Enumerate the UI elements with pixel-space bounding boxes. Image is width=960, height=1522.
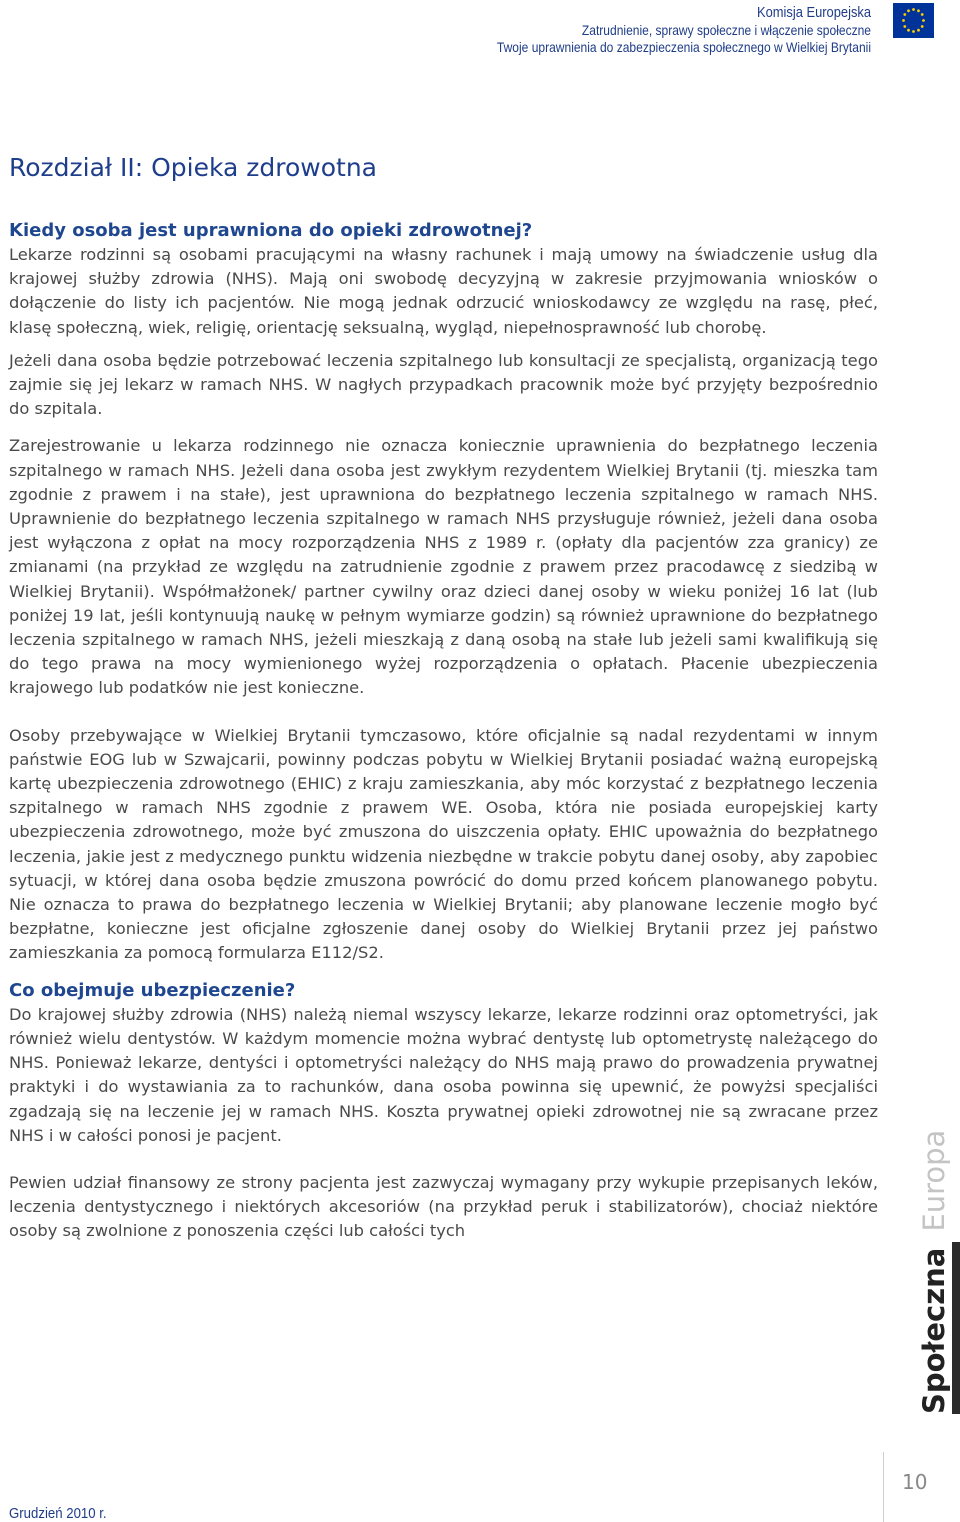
page-number: 10 <box>902 1470 928 1494</box>
svg-text:Społeczna Europa <box>917 1130 951 1414</box>
main-content <box>9 219 878 1244</box>
paragraph: Pewien udział finansowy ze strony pacjenta jest zazwyczaj wymagany przy wykupie przepisanych leków, leczenia dentystycznego i niektórych akcesoriów (na przykład peruk i stabilizatorów), chociaż niektóre osoby są zwolnione z ponoszenia części lub całości tych <box>9 1172 878 1241</box>
watermark-word-bold: Społeczna <box>917 1247 951 1414</box>
watermark-edge-bar <box>952 1242 960 1414</box>
paragraph: Osoby przebywające w Wielkiej Brytanii tymczasowo, które oficjalnie są nadal rezydentami w innym państwie EOG lub w Szwajcarii, powinny podczas pobytu w Wielkiej Brytanii posiadać ważną europejską kartę ubezpieczenia zdrowotnego (EHIC) z kraju zamieszkania, aby móc korzystać z bezpłatnego leczenia szpitalnego w ramach NHS zgodnie z prawem WE. Osoba, która nie posiada europejskiej karty ubezpieczenia zdrowotnego, może być zmuszona do uiszczenia opłaty. EHIC upoważnia do bezpłatnego leczenia, jakie jest z medycznego punktu widzenia niezbędne w trakcie pobytu danej osoby, aby zapobiec sytuacji, w której dana osoba będzie zmuszona powrócić do domu przed końcem planowanego pobytu. Nie oznacza to prawa do bezpłatnego leczenia w Wielkiej Brytanii; aby planowane leczenie mogło być bezpłatne, konieczne jest oficjalne zgłoszenie danej osoby do Wielkiej Brytanii przez jej państwo zamieszkania za pomocą formularza E112/S2. <box>9 725 878 963</box>
page-number-divider <box>883 1452 884 1522</box>
header-document-title: Twoje uprawnienia do zabezpieczenia społecznego w Wielkiej Brytanii <box>496 39 871 55</box>
section-heading-eligibility: Kiedy osoba jest uprawniona do opieki zdrowotnej? <box>9 220 533 241</box>
paragraph: Zarejestrowanie u lekarza rodzinnego nie oznacza koniecznie uprawnienia do bezpłatnego leczenia szpitalnego w ramach NHS. Jeżeli dana osoba jest zwykłym rezydentem Wielkiej Brytanii (tj. mieszka tam zgodnie z prawem i na stałe), jest uprawniona do bezpłatnego leczenia szpitalnego w ramach NHS. Uprawnienie do bezpłatnego leczenia szpitalnego w ramach NHS przysługuje również, jeżeli dana osoba jest wyłączona z opłat na mocy rozporządzenia NHS z 1989 r. (opłaty dla pacjentów zza granicy) ze zmianami (na przykład ze względu na zatrudnienie zgodnie z prawem przez pracodawcę z siedzibą w Wielkiej Brytanii). Współmałżonek/ partner cywilny oraz dzieci danej osoby w wieku poniżej 16 lat (lub poniżej 19 lat, jeśli kontynuują naukę w pełnym wymiarze godzin) są również uprawnione do bezpłatnego leczenia szpitalnego w ramach NHS, jeżeli mieszkają z daną osobą na stałe lub jeżeli sami kwalifikują się do tego prawa na mocy wymienionego wyżej rozporządzenia o opłatach. Płacenie ubezpieczenia krajowego lub podatków nie jest konieczne. <box>9 436 878 698</box>
paragraph: Jeżeli dana osoba będzie potrzebować leczenia szpitalnego lub konsultacji ze specjalistą, organizacją tego zajmie się jej lekarz w ramach NHS. W nagłych przypadkach pracownik może być przyjęty bezpośrednio do szpitala. <box>9 350 878 419</box>
paragraph: Lekarze rodzinni są osobami pracującymi na własny rachunek i mają umowy na świadczenie usług dla krajowej służby zdrowia (NHS). Mają oni swobodę decyzyjną w zakresie przyjmowania wniosków o dołączenie do listy ich pacjentów. Nie mogą jednak odrzucić wnioskodawcy ze względu na rasę, płeć, klasę społeczną, wiek, religię, orientację seksualną, wygląd, niepełnosprawność lub chorobę. <box>9 245 878 337</box>
document-header <box>497 3 871 56</box>
header-organization: Komisja Europejska <box>756 4 871 21</box>
header-directorate: Zatrudnienie, sprawy społeczne i włączenie społeczne <box>581 22 871 38</box>
paragraph: Do krajowej służby zdrowia (NHS) należą niemal wszyscy lekarze, lekarze rodzinni oraz optometryści, jak również wielu dentystów. W każdym momencie można wybrać dentystę lub optometrystę należącego do NHS. Ponieważ lekarze, dentyści i optometryści należący do NHS mają prawo do prowadzenia prywatnej praktyki i do wystawiania za to rachunków, dana osoba powinna się upewnić, że powyżsi specjaliści zgadzają się na leczenie jej w ramach NHS. Koszta prywatnej opieki zdrowotnej nie są zwracane przez NHS i w całości ponosi je pacjent. <box>9 1004 878 1145</box>
footer-date: Grudzień 2010 r. <box>9 1505 107 1522</box>
eu-flag-icon <box>893 3 934 38</box>
chapter-title: Rozdział II: Opieka zdrowotna <box>9 153 377 182</box>
section-heading-coverage: Co obejmuje ubezpieczenie? <box>9 979 296 1001</box>
watermark-word-light: Europa <box>917 1129 951 1232</box>
